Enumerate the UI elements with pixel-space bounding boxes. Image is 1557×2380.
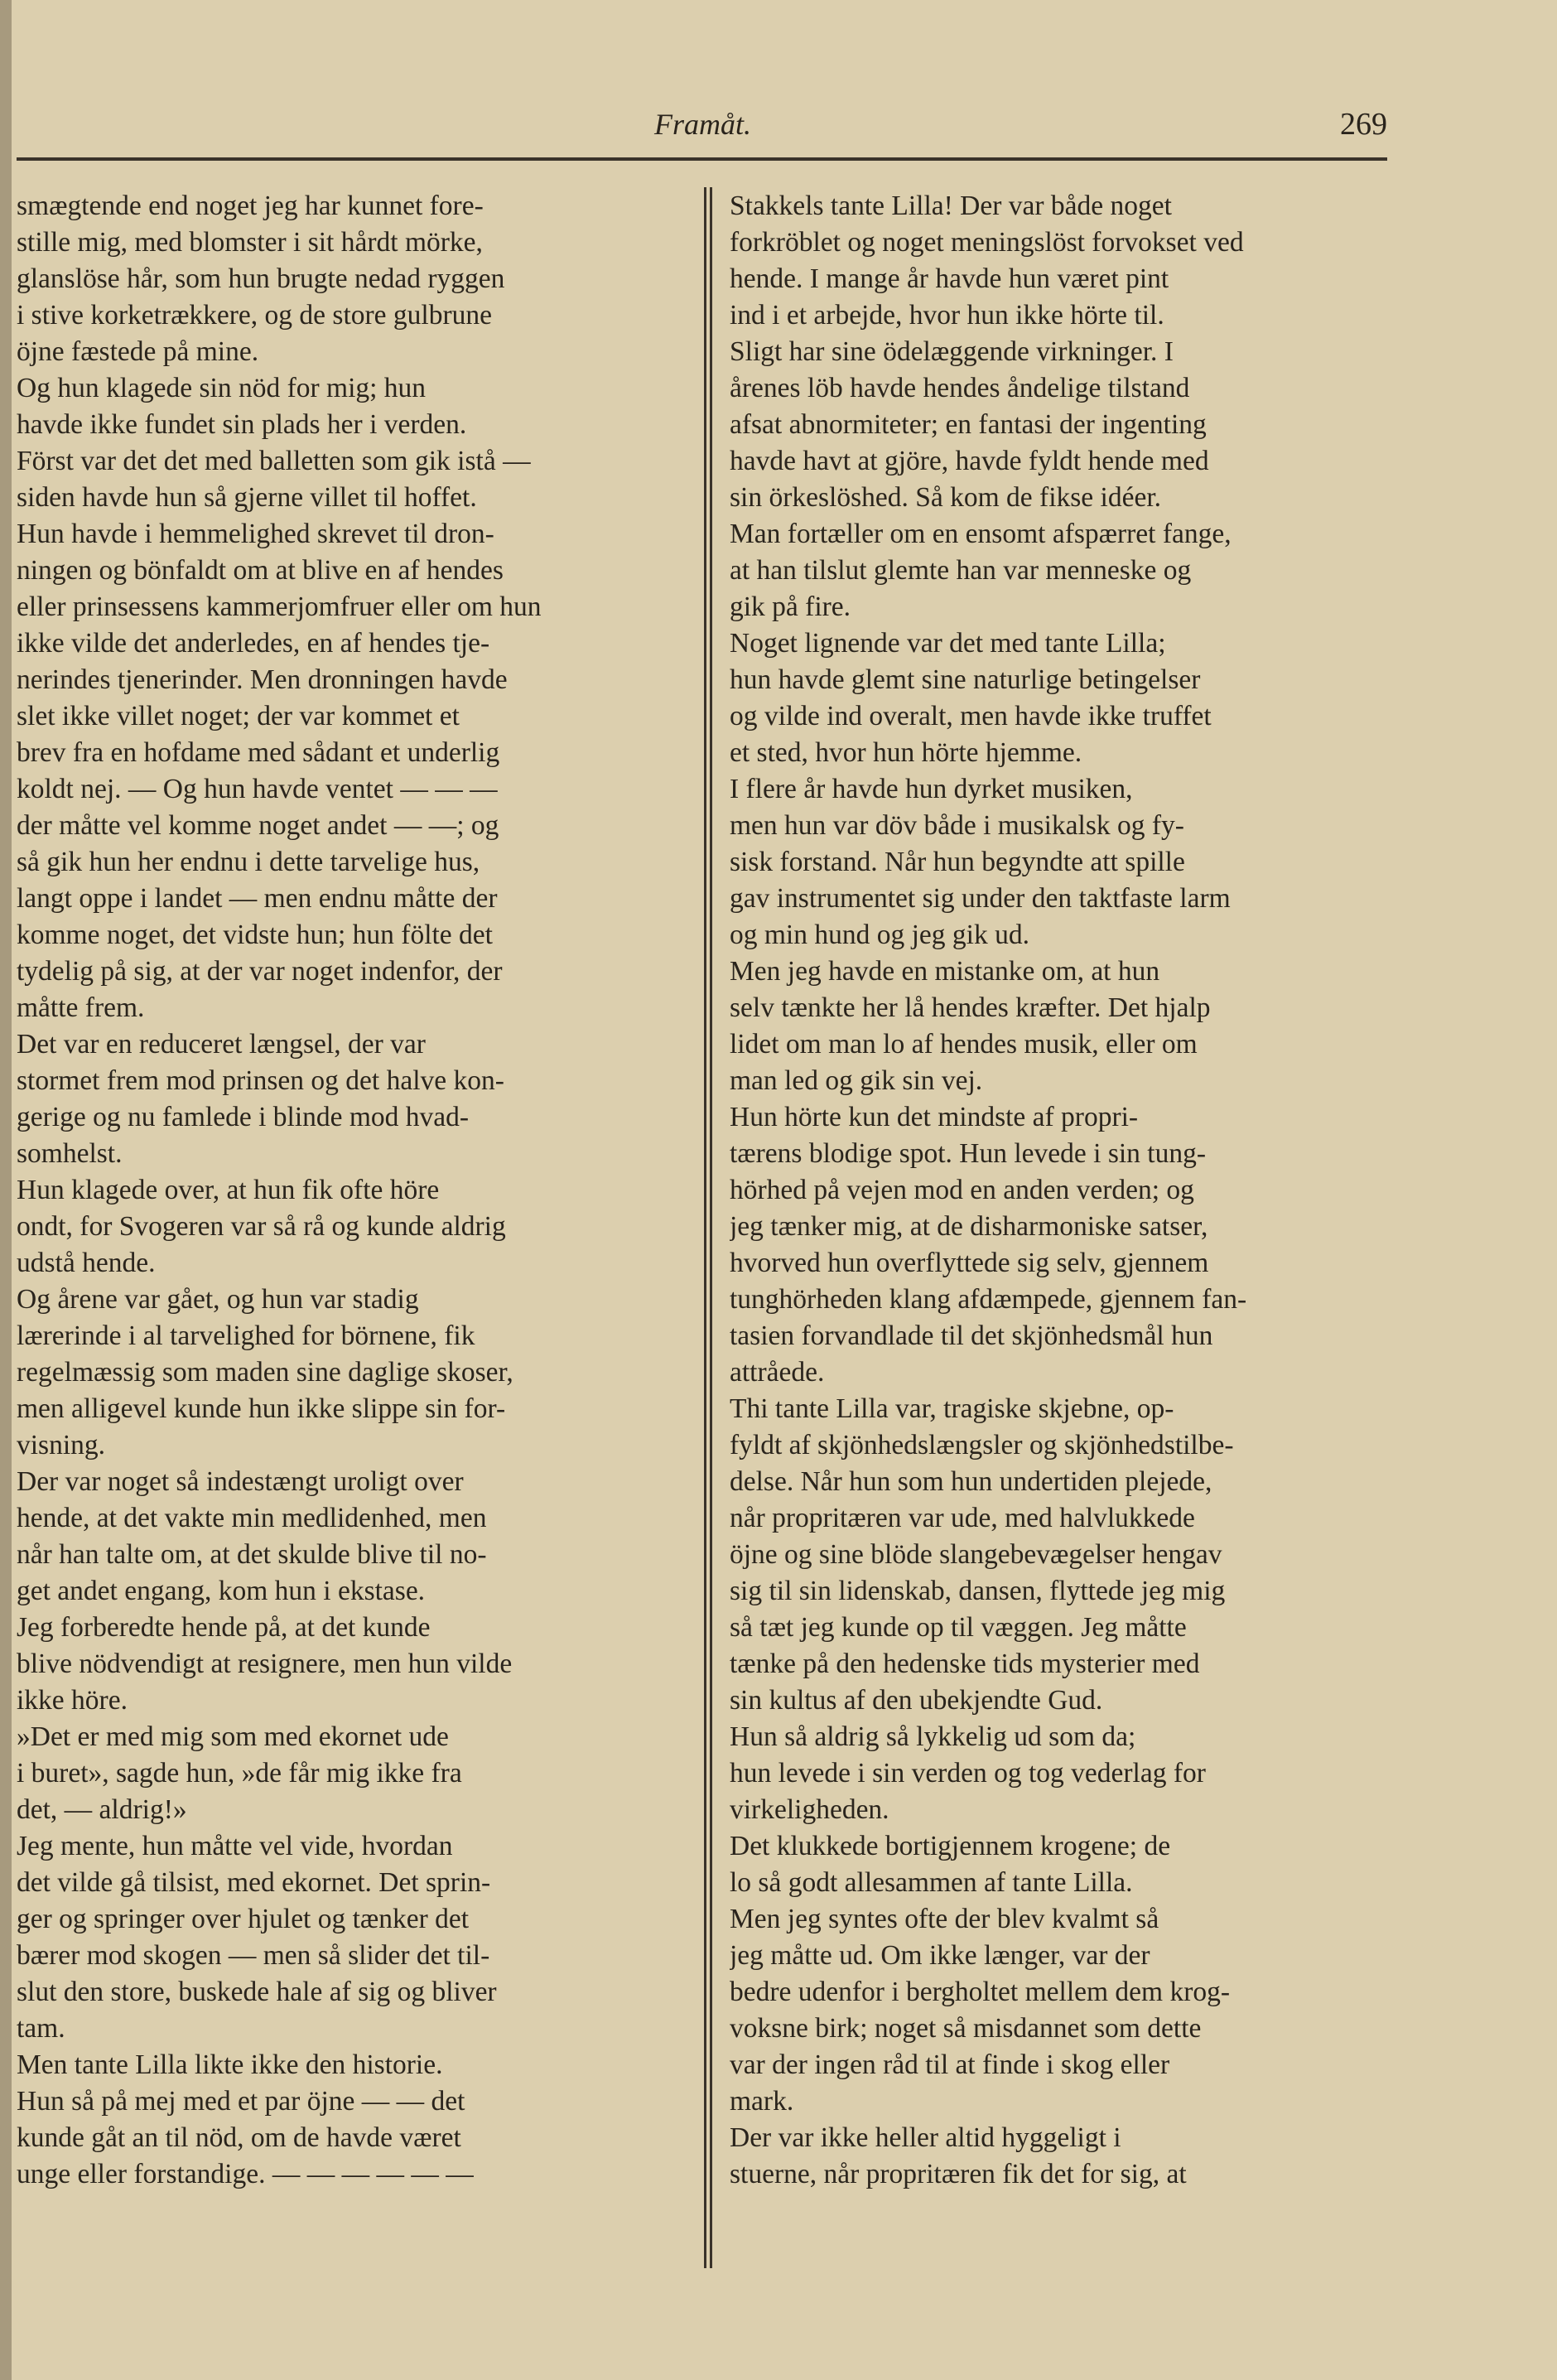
text-line: Men jeg syntes ofte der blev kvalmt så	[730, 1904, 1159, 1934]
text-line: eller prinsessens kammerjomfruer eller om hun	[17, 591, 542, 622]
text-line: man led og gik sin vej.	[730, 1065, 983, 1096]
text-line: Hun så på mej med et par öjne — — det	[17, 2086, 465, 2117]
text-line: stormet frem mod prinsen og det halve kon-	[17, 1065, 504, 1096]
text-line: siden havde hun så gjerne villet til hoffet.	[17, 482, 477, 513]
text-line: kunde gåt an til nöd, om de havde været	[17, 2122, 461, 2153]
text-line: havde ikke fundet sin plads her i verden.	[17, 409, 467, 440]
text-line: ikke vilde det anderledes, en af hendes tje-	[17, 628, 490, 659]
text-line: ondt, for Svogeren var så rå og kunde aldrig	[17, 1211, 506, 1242]
text-line: ind i et arbejde, hvor hun ikke hörte til.	[730, 300, 1164, 331]
text-line: Hun klagede over, at hun fik ofte höre	[17, 1175, 440, 1205]
text-line: tænke på den hedenske tids mysterier med	[730, 1649, 1200, 1679]
text-line: Det var en reduceret længsel, der var	[17, 1029, 426, 1060]
text-line: Hun hörte kun det mindste af propri-	[730, 1102, 1139, 1132]
text-line: attråede.	[730, 1357, 825, 1388]
text-line: Der var ikke heller altid hyggeligt i	[730, 2122, 1121, 2153]
text-line: blive nödvendigt at resignere, men hun vilde	[17, 1649, 513, 1679]
text-line: Thi tante Lilla var, tragiske skjebne, op-	[730, 1393, 1174, 1424]
page-number: 269	[1340, 107, 1387, 142]
text-line: Sligt har sine ödelæggende virkninger. I	[730, 336, 1174, 367]
text-line: glanslöse hår, som hun brugte nedad ryggen	[17, 263, 505, 294]
text-line: Jeg forberedte hende på, at det kunde	[17, 1612, 431, 1643]
text-line: bærer mod skogen — men så slider det til-	[17, 1940, 490, 1971]
text-line: Noget lignende var det med tante Lilla;	[730, 628, 1166, 659]
text-line: det, — aldrig!»	[17, 1794, 187, 1825]
text-line: men hun var döv både i musikalsk og fy-	[730, 810, 1184, 841]
header-rule	[17, 157, 1387, 161]
text-line: tasien forvandlade til det skjönhedsmål hun	[730, 1320, 1213, 1351]
text-line: slut den store, buskede hale af sig og bliver	[17, 1977, 497, 2007]
text-line: havde havt at gjöre, havde fyldt hende med	[730, 446, 1209, 476]
text-line: visning.	[17, 1430, 106, 1460]
text-line: slet ikke villet noget; der var kommet et	[17, 701, 460, 731]
running-title: Framåt.	[654, 108, 751, 141]
text-line: Men tante Lilla likte ikke den historie.	[17, 2049, 443, 2080]
text-line: tydelig på sig, at der var noget indenfor, der	[17, 956, 503, 987]
text-line: langt oppe i landet — men endnu måtte der	[17, 883, 498, 914]
text-line: hun levede i sin verden og tog vederlag for	[730, 1758, 1206, 1789]
text-line: Man fortæller om en ensomt afspærret fange,	[730, 519, 1232, 549]
text-line: lo så godt allesammen af tante Lilla.	[730, 1867, 1133, 1898]
text-line: årenes löb havde hendes åndelige tilstand	[730, 373, 1190, 403]
text-line: Og årene var gået, og hun var stadig	[17, 1284, 419, 1315]
text-line: tunghörheden klang afdæmpede, gjennem fan-	[730, 1284, 1247, 1315]
text-line: Men jeg havde en mistanke om, at hun	[730, 956, 1160, 987]
text-line: fyldt af skjönhedslængsler og skjönhedstilbe-	[730, 1430, 1234, 1460]
text-line: et sted, hvor hun hörte hjemme.	[730, 737, 1082, 768]
text-line: bedre udenfor i bergholtet mellem dem krog-	[730, 1977, 1231, 2007]
text-line: öjne fæstede på mine.	[17, 336, 259, 367]
text-line: der måtte vel komme noget andet — —; og	[17, 810, 499, 841]
text-line: hörhed på vejen mod en anden verden; og	[730, 1175, 1194, 1205]
text-line: öjne og sine blöde slangebevægelser hengav	[730, 1539, 1222, 1570]
text-line: ikke höre.	[17, 1685, 128, 1716]
text-line: delse. Når hun som hun undertiden plejede,	[730, 1466, 1212, 1497]
text-line: når propritæren var ude, med halvlukkede	[730, 1503, 1195, 1533]
text-line: I flere år havde hun dyrket musiken,	[730, 774, 1133, 804]
text-line: jeg måtte ud. Om ikke længer, var der	[730, 1940, 1150, 1971]
text-line: somhelst.	[17, 1138, 123, 1169]
text-line: og min hund og jeg gik ud.	[730, 920, 1029, 950]
text-line: lidet om man lo af hendes musik, eller om	[730, 1029, 1198, 1060]
text-line: ningen og bönfaldt om at blive en af hendes	[17, 555, 504, 586]
text-line: afsat abnormiteter; en fantasi der ingenting	[730, 409, 1207, 440]
text-line: var der ingen råd til at finde i skog eller	[730, 2049, 1170, 2080]
text-line: i stive korketrækkere, og de store gulbrune	[17, 300, 492, 331]
text-line: stille mig, med blomster i sit hårdt mörke,	[17, 227, 483, 258]
text-line: Jeg mente, hun måtte vel vide, hvordan	[17, 1831, 453, 1861]
text-line: udstå hende.	[17, 1248, 156, 1278]
text-line: komme noget, det vidste hun; hun fölte det	[17, 920, 493, 950]
text-line: tærens blodige spot. Hun levede i sin tung-	[730, 1138, 1207, 1169]
text-line: lærerinde i al tarvelighed for börnene, fik	[17, 1320, 475, 1351]
text-line: ger og springer over hjulet og tænker det	[17, 1904, 470, 1934]
text-line: Stakkels tante Lilla! Der var både noget	[730, 191, 1172, 221]
text-line: mark.	[730, 2086, 794, 2117]
text-line: forkröblet og noget meningslöst forvokset ved	[730, 227, 1244, 258]
text-line: tam.	[17, 2013, 65, 2044]
text-line: Hun så aldrig så lykkelig ud som da;	[730, 1721, 1136, 1752]
text-line: virkeligheden.	[730, 1794, 889, 1825]
page-header	[17, 101, 1387, 147]
text-line: gik på fire.	[730, 591, 851, 622]
column-rule	[704, 187, 706, 2268]
text-line: at han tilslut glemte han var menneske og	[730, 555, 1192, 586]
text-line: koldt nej. — Og hun havde ventet — — —	[17, 774, 498, 804]
text-line: hende. I mange år havde hun været pint	[730, 263, 1169, 294]
right-text-column	[730, 188, 1399, 2193]
text-line: smægtende end noget jeg har kunnet fore-	[17, 191, 484, 221]
text-line: i buret», sagde hun, »de får mig ikke fra	[17, 1758, 462, 1789]
text-line: sig til sin lidenskab, dansen, flyttede jeg mig	[730, 1576, 1226, 1606]
text-line: nerindes tjenerinder. Men dronningen havde	[17, 664, 508, 695]
text-line: regelmæssig som maden sine daglige skoser,	[17, 1357, 513, 1388]
text-line: og vilde ind overalt, men havde ikke truffet	[730, 701, 1212, 731]
text-line: måtte frem.	[17, 992, 145, 1023]
text-line: hvorved hun overflyttede sig selv, gjennem	[730, 1248, 1209, 1278]
text-line: voksne birk; noget så misdannet som dette	[730, 2013, 1202, 2044]
text-line: unge eller forstandige. — — — — — —	[17, 2159, 474, 2189]
text-line: gerige og nu famlede i blinde mod hvad-	[17, 1102, 470, 1132]
text-line: hende, at det vakte min medlidenhed, men	[17, 1503, 487, 1533]
text-line: sisk forstand. Når hun begyndte att spille	[730, 847, 1185, 877]
text-line: gav instrumentet sig under den taktfaste larm	[730, 883, 1231, 914]
text-line: Först var det det med balletten som gik istå —	[17, 446, 531, 476]
text-line: brev fra en hofdame med sådant et underlig	[17, 737, 500, 768]
text-line: sin örkeslöshed. Så kom de fikse idéer.	[730, 482, 1162, 513]
text-line: get andet engang, kom hun i ekstase.	[17, 1576, 426, 1606]
text-line: sin kultus af den ubekjendte Gud.	[730, 1685, 1103, 1716]
text-line: Det klukkede bortigjennem krogene; de	[730, 1831, 1171, 1861]
text-line: jeg tænker mig, at de disharmoniske satser,	[730, 1211, 1208, 1242]
text-line: men alligevel kunde hun ikke slippe sin for-	[17, 1393, 506, 1424]
text-line: Hun havde i hemmelighed skrevet til dron-	[17, 519, 494, 549]
text-line: stuerne, når propritæren fik det for sig, at	[730, 2159, 1187, 2189]
text-line: det vilde gå tilsist, med ekornet. Det sprin-	[17, 1867, 491, 1898]
text-line: hun havde glemt sine naturlige betingelser	[730, 664, 1201, 695]
binding-edge	[0, 0, 12, 2380]
text-line: Der var noget så indestængt uroligt over	[17, 1466, 464, 1497]
text-line: så gik hun her endnu i dette tarvelige hus,	[17, 847, 480, 877]
text-line: når han talte om, at det skulde blive til no-	[17, 1539, 487, 1570]
column-rule	[710, 187, 712, 2268]
left-text-column	[17, 188, 686, 2193]
text-line: »Det er med mig som med ekornet ude	[17, 1721, 449, 1752]
text-line: selv tænkte her lå hendes kræfter. Det hjalp	[730, 992, 1211, 1023]
text-line: så tæt jeg kunde op til væggen. Jeg måtte	[730, 1612, 1187, 1643]
text-line: Og hun klagede sin nöd for mig; hun	[17, 373, 427, 403]
